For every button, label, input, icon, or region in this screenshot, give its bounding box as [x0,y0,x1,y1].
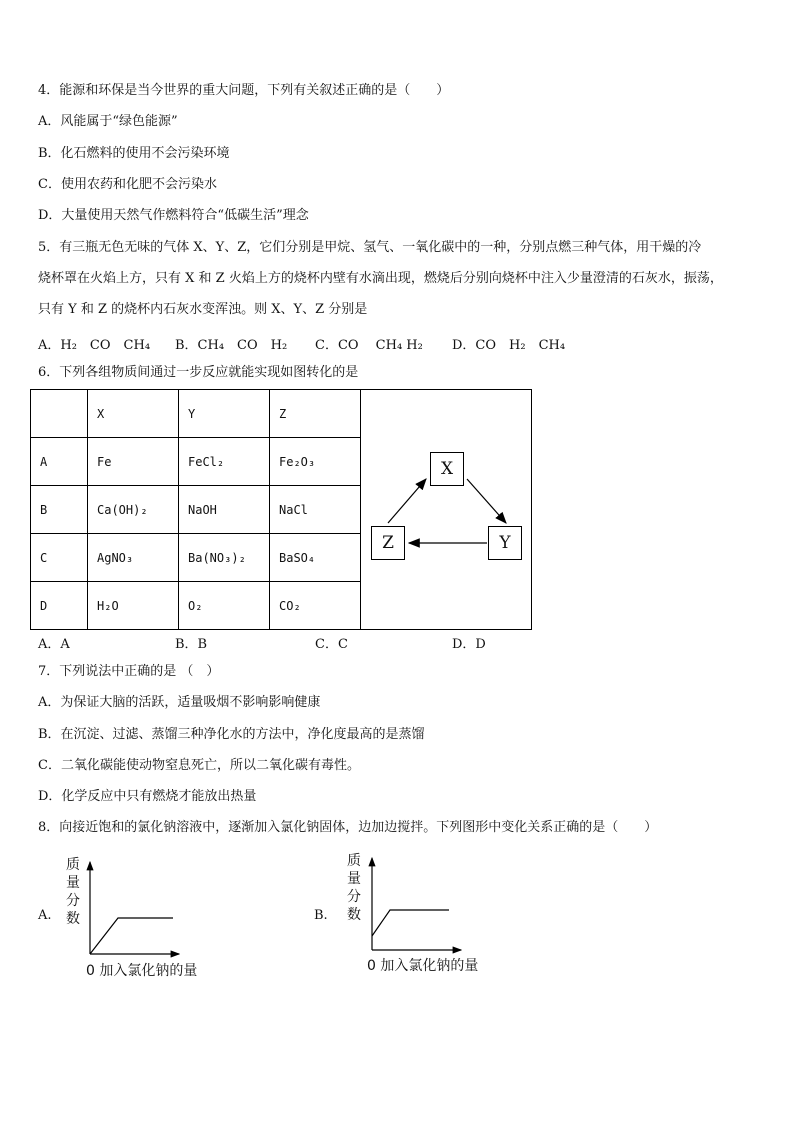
diagram-arrows [361,390,531,620]
conversion-diagram [361,390,532,630]
q5-stem-line-2: 烧杯罩在火焰上方，只有 X 和 Z 火焰上方的烧杯内壁有水滴出现，燃烧后分别向烧杯中注入少量澄清的石灰水，振荡， [38,271,723,286]
graph-a-ylabel [65,856,81,928]
q6-stem: 6．下列各组物质间通过一步反应就能实现如图转化的是 [38,365,359,380]
table-cell: CO₂ [270,582,361,630]
q8-option-a-label: A. [38,908,52,923]
graph-b-curve [372,910,449,936]
ylabel-char: 分 [347,889,361,905]
node-z: Z [371,526,405,560]
q7-option-c: C．二氧化碳能使动物窒息死亡，所以二氧化碳有毒性。 [38,758,360,773]
q7-option-d: D．化学反应中只有燃烧才能放出热量 [38,789,257,804]
table-cell: Fe [88,438,179,486]
table-cell: O₂ [179,582,270,630]
ylabel-char: 量 [347,871,361,887]
q4-option-d: D．大量使用天然气作燃料符合“低碳生活”理念 [38,208,309,223]
table-cell: NaOH [179,486,270,534]
arrow-x-to-y [467,479,506,523]
q5-stem-line-1: 5．有三瓶无色无味的气体 X、Y、Z，它们分别是甲烷、氢气、一氧化碳中的一种，分别点燃三种气体，用干燥的冷 [38,240,702,255]
graph-b-xlabel: 0 加入氯化钠的量 [367,958,479,974]
table-cell: H₂O [88,582,179,630]
q4-option-c: C．使用农药和化肥不会污染水 [38,177,217,192]
q5-stem-line-3: 只有 Y 和 Z 的烧杯内石灰水变浑浊。则 X、Y、Z 分别是 [38,302,368,317]
arrow-z-to-x [388,479,426,523]
q6-option-a: A．A [38,637,70,652]
q8-stem: 8．向接近饱和的氯化钠溶液中，逐渐加入氯化钠固体，边加边搅拌。下列图形中变化关系正确的是（ ） [38,820,658,835]
graph-a [84,856,184,960]
ylabel-char: 质 [66,857,80,873]
table-cell: Ba(NO₃)₂ [179,534,270,582]
q6-option-b: B．B [175,637,208,652]
table-row [31,390,532,438]
table-cell: A [31,438,88,486]
ylabel-char: 数 [347,907,361,923]
table-header-z: Z [270,390,361,438]
table-cell: AgNO₃ [88,534,179,582]
q7-stem: 7．下列说法中正确的是 （ ） [38,664,220,679]
q6-option-c: C．C [315,637,348,652]
table-cell: BaSO₄ [270,534,361,582]
table-cell: D [31,582,88,630]
q4-option-b: B．化石燃料的使用不会污染环境 [38,146,230,161]
ylabel-char: 分 [66,893,80,909]
q7-option-a: A．为保证大脑的活跃，适量吸烟不影响影响健康 [38,695,321,710]
table-header-y: Y [179,390,270,438]
q4-stem: 4．能源和环保是当今世界的重大问题，下列有关叙述正确的是（ ） [38,83,450,98]
graph-a-curve [90,918,173,954]
table-cell: Fe₂O₃ [270,438,361,486]
node-x: X [430,452,464,486]
graph-a-xlabel: 0 加入氯化钠的量 [86,963,198,979]
q5-option-a: A．H₂ CO CH₄ [38,338,151,353]
table-cell: FeCl₂ [179,438,270,486]
table-cell: C [31,534,88,582]
table-header-x: X [88,390,179,438]
q6-option-d: D．D [452,637,486,652]
graph-b-ylabel [346,852,362,924]
node-y: Y [488,526,522,560]
ylabel-char: 量 [66,875,80,891]
table-cell: B [31,486,88,534]
q5-option-d: D．CO H₂ CH₄ [452,338,566,353]
q7-option-b: B．在沉淀、过滤、蒸馏三种净化水的方法中，净化度最高的是蒸馏 [38,727,425,742]
ylabel-char: 数 [66,911,80,927]
q5-option-b: B．CH₄ CO H₂ [175,338,288,353]
table-cell [31,390,88,438]
q6-table [30,389,532,630]
q5-option-c: C．CO CH₄ H₂ [315,338,423,353]
graph-b [366,852,466,956]
q8-option-b-label: B. [314,908,328,923]
table-cell: NaCl [270,486,361,534]
q4-option-a: A．风能属于“绿色能源” [38,114,178,129]
ylabel-char: 质 [347,853,361,869]
table-cell: Ca(OH)₂ [88,486,179,534]
